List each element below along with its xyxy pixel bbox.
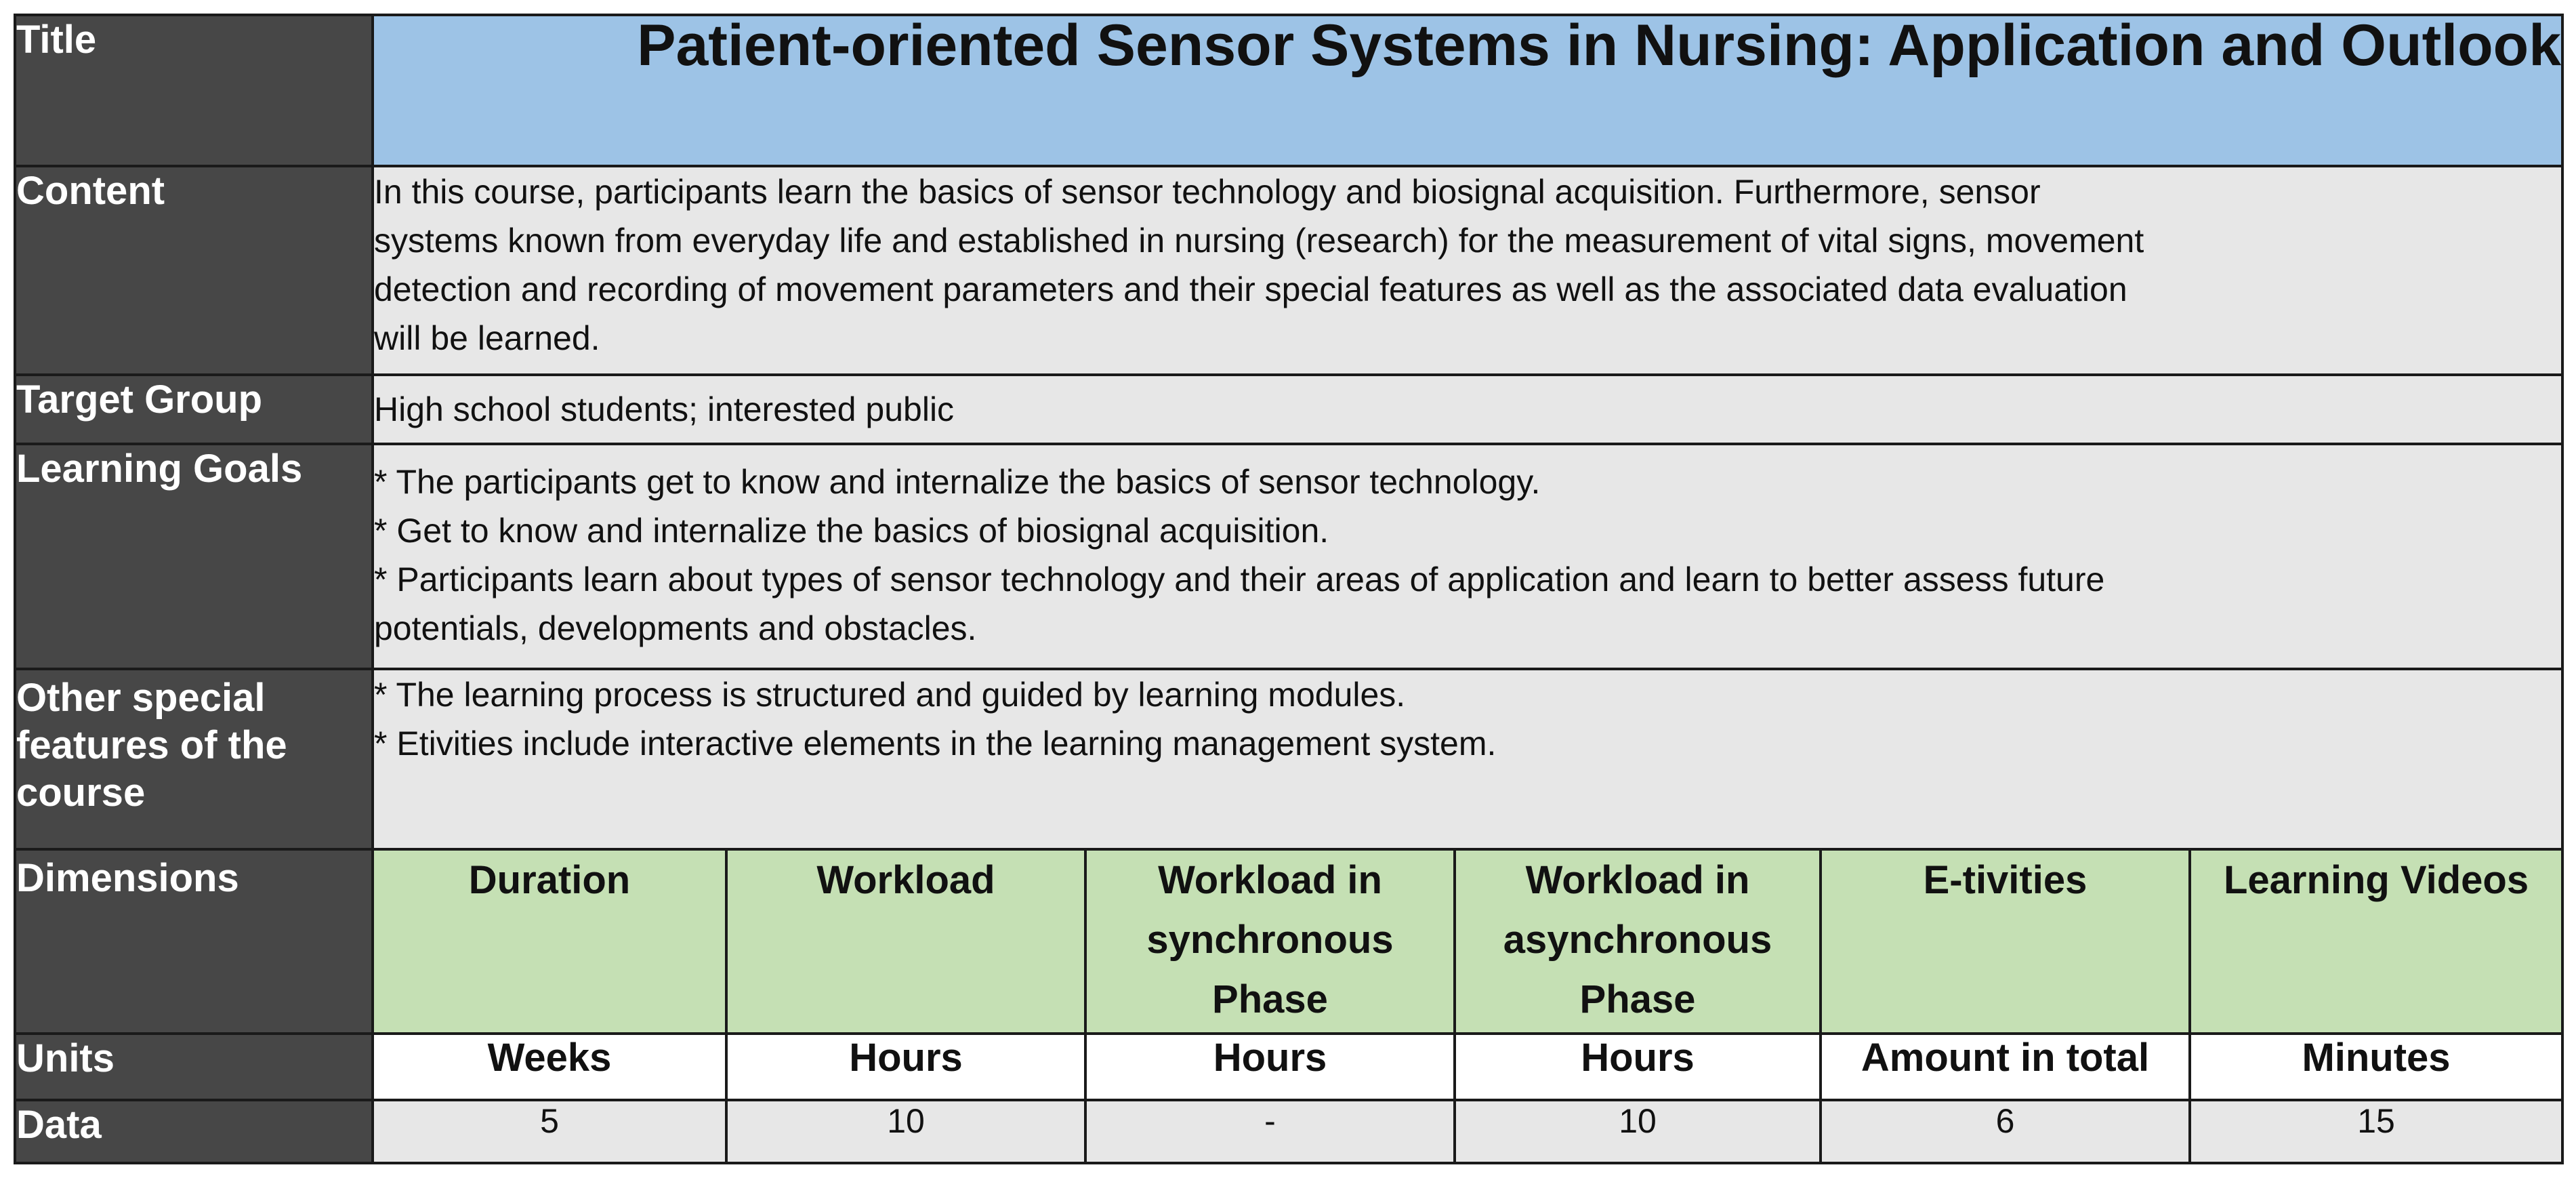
feature-item: * Etivities include interactive elements in the learning management system. (374, 724, 1497, 762)
content-row (15, 166, 2562, 375)
unit-value: Minutes (2190, 1034, 2562, 1101)
data-value: 15 (2190, 1100, 2562, 1163)
learning-goal-item: * Get to know and internalize the basics of biosignal acquisition. (374, 511, 1329, 550)
dimension-header: E-tivities (1821, 849, 2190, 1034)
dimensions-label: Dimensions (15, 849, 373, 1034)
unit-value: Hours (726, 1034, 1085, 1101)
content-line: will be learned. (374, 319, 600, 358)
target-group-row (15, 375, 2562, 444)
learning-goals-label: Learning Goals (15, 444, 373, 669)
unit-value: Weeks (373, 1034, 726, 1101)
dimensions-row (15, 849, 2562, 1034)
course-table (14, 14, 2564, 1164)
dimension-header: Learning Videos (2190, 849, 2562, 1034)
title-label: Title (15, 15, 373, 166)
feature-item: * The learning process is structured and guided by learning modules. (374, 675, 1406, 714)
content-line: In this course, participants learn the basics of sensor technology and biosignal acquisition. Furthermore, sensor (374, 173, 2041, 211)
learning-goal-item: potentials, developments and obstacles. (374, 609, 977, 647)
course-title: Patient-oriented Sensor Systems in Nursing: Application and Outlook (373, 15, 2562, 166)
other-features-text (373, 669, 2562, 850)
other-features-row (15, 669, 2562, 850)
data-value: 10 (1455, 1100, 1821, 1163)
content-line: systems known from everyday life and established in nursing (research) for the measurement of vital signs, movement (374, 222, 2144, 260)
content-text (373, 166, 2562, 375)
unit-value: Amount in total (1821, 1034, 2190, 1101)
target-group-value: High school students; interested public (374, 390, 955, 428)
course-overview (14, 14, 2561, 1164)
learning-goals-row (15, 444, 2562, 669)
content-line: detection and recording of movement parameters and their special features as well as the associated data evaluation (374, 270, 2127, 309)
dimension-header: Workload in asynchronous Phase (1455, 849, 1821, 1034)
data-value: 6 (1821, 1100, 2190, 1163)
target-group-label: Target Group (15, 375, 373, 444)
title-row (15, 15, 2562, 166)
content-label: Content (15, 166, 373, 375)
dimension-header: Duration (373, 849, 726, 1034)
target-group-text (373, 375, 2562, 444)
unit-value: Hours (1455, 1034, 1821, 1101)
data-label: Data (15, 1100, 373, 1163)
units-row (15, 1034, 2562, 1101)
data-value: 10 (726, 1100, 1085, 1163)
other-features-label: Other special features of the course (15, 669, 373, 850)
data-value: 5 (373, 1100, 726, 1163)
data-value: - (1085, 1100, 1455, 1163)
learning-goal-item: * The participants get to know and internalize the basics of sensor technology. (374, 462, 1541, 501)
data-row (15, 1100, 2562, 1163)
unit-value: Hours (1085, 1034, 1455, 1101)
dimension-header: Workload in synchronous Phase (1085, 849, 1455, 1034)
dimension-header: Workload (726, 849, 1085, 1034)
learning-goal-item: * Participants learn about types of sensor technology and their areas of application and learn to better assess future (374, 560, 2105, 598)
learning-goals-text (373, 444, 2562, 669)
units-label: Units (15, 1034, 373, 1101)
